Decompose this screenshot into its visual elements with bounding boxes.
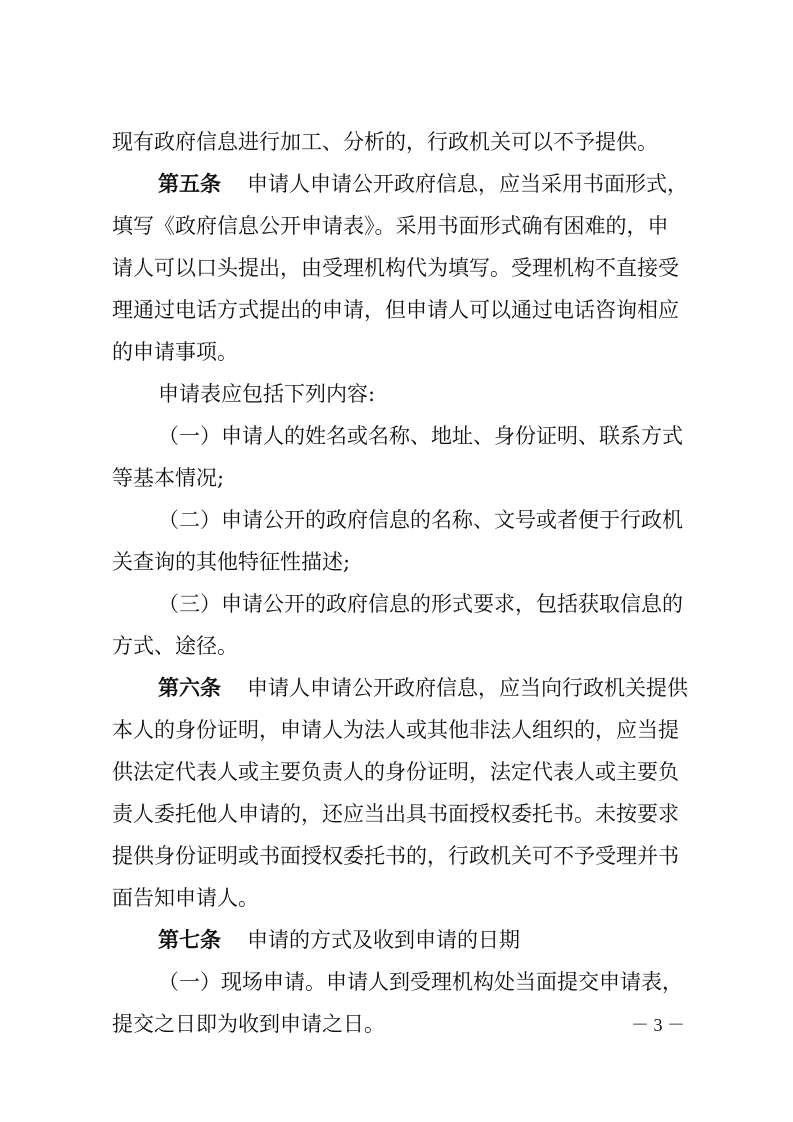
article-7-text: 申请的方式及收到申请的日期 [247, 928, 520, 952]
paragraph-line: 请人可以口头提出，由受理机构代为填写。受理机构不直接受 [112, 256, 679, 280]
paragraph-line: 填写《政府信息公开申请表》。采用书面形式确有困难的，申 [112, 214, 669, 238]
list-item-line: （三）申请公开的政府信息的形式要求，包括获取信息的 [158, 592, 683, 616]
list-item-line: 方式、途径。 [112, 634, 238, 658]
paragraph-line: 理通过电话方式提出的申请，但申请人可以通过电话咨询相应 [112, 298, 679, 322]
paragraph-line: 现有政府信息进行加工、分析的，行政机关可以不予提供。 [112, 130, 658, 154]
paragraph-line: 供法定代表人或主要负责人的身份证明，法定代表人或主要负 [112, 760, 679, 784]
paragraph-line: 责人委托他人申请的，还应当出具书面授权委托书。未按要求 [112, 802, 679, 826]
article-7-heading-line [158, 925, 793, 955]
article-5-heading-line [158, 169, 793, 199]
article-6-text: 申请人申请公开政府信息，应当向行政机关提供 [247, 676, 688, 700]
paragraph-line: 的申请事项。 [112, 340, 238, 364]
article-6-heading-line [158, 673, 793, 703]
list-item-line: 等基本情况; [112, 466, 225, 490]
list-item-line: （二）申请公开的政府信息的名称、文号或者便于行政机 [158, 508, 683, 532]
article-5-text: 申请人申请公开政府信息，应当采用书面形式， [247, 172, 688, 196]
page-number: － 3 － [631, 1015, 685, 1035]
list-item-line: （一）申请人的姓名或名称、地址、身份证明、联系方式 [158, 424, 683, 448]
paragraph-line: 申请表应包括下列内容: [158, 382, 376, 406]
list-item-line: （一）现场申请。申请人到受理机构处当面提交申请表， [158, 970, 683, 994]
article-7-title: 第七条 [158, 928, 221, 952]
article-5-title: 第五条 [158, 172, 221, 196]
list-item-line: 提交之日即为收到申请之日。 [112, 1012, 385, 1036]
paragraph-line: 面告知申请人。 [112, 886, 259, 910]
article-6-title: 第六条 [158, 676, 221, 700]
list-item-line: 关查询的其他特征性描述; [112, 550, 351, 574]
paragraph-line: 本人的身份证明，申请人为法人或其他非法人组织的，应当提 [112, 718, 679, 742]
paragraph-line: 提供身份证明或书面授权委托书的，行政机关可不予受理并书 [112, 844, 679, 868]
